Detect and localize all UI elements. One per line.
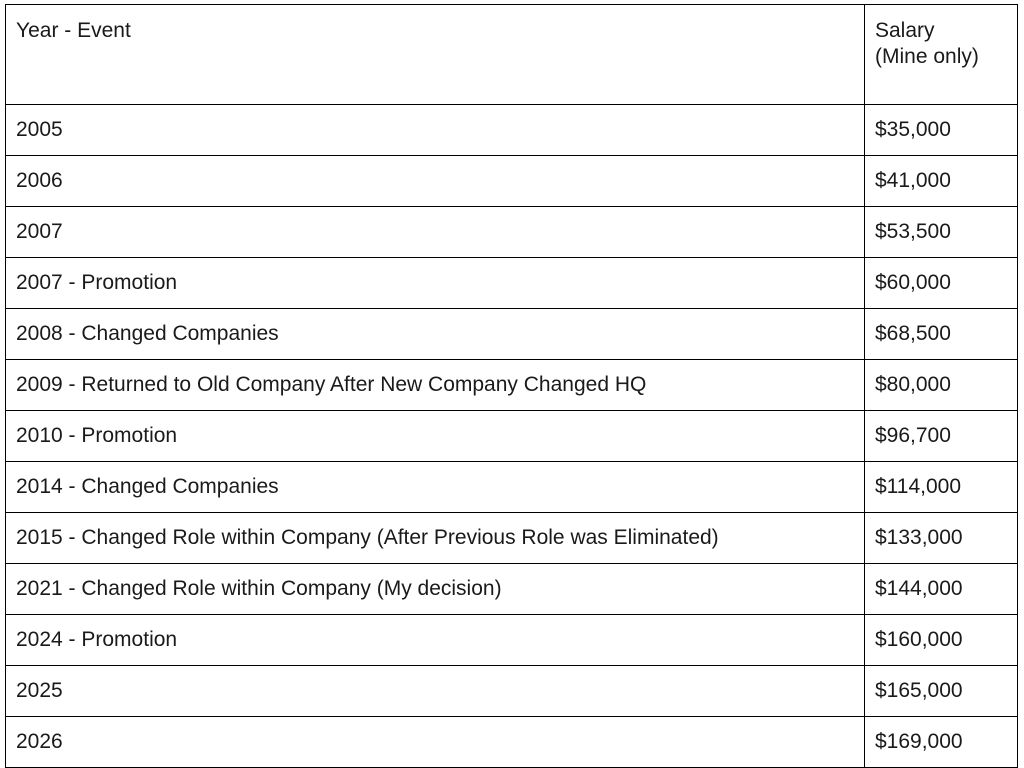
salary-cell: $41,000 bbox=[865, 156, 1018, 207]
salary-cell: $165,000 bbox=[865, 666, 1018, 717]
event-cell: 2010 - Promotion bbox=[6, 411, 865, 462]
table-row bbox=[6, 156, 1018, 207]
salary-header-title: Salary bbox=[875, 19, 935, 42]
salary-cell: $60,000 bbox=[865, 258, 1018, 309]
table-row bbox=[6, 666, 1018, 717]
salary-cell: $144,000 bbox=[865, 564, 1018, 615]
event-cell: 2009 - Returned to Old Company After New Company Changed HQ bbox=[6, 360, 865, 411]
salary-history-table bbox=[5, 4, 1018, 768]
table-header-row bbox=[6, 5, 1018, 105]
event-cell: 2026 bbox=[6, 717, 865, 768]
salary-header bbox=[865, 5, 1018, 105]
table-row bbox=[6, 411, 1018, 462]
event-cell: 2014 - Changed Companies bbox=[6, 462, 865, 513]
salary-cell: $133,000 bbox=[865, 513, 1018, 564]
table-row bbox=[6, 258, 1018, 309]
event-cell: 2007 - Promotion bbox=[6, 258, 865, 309]
event-cell: 2005 bbox=[6, 105, 865, 156]
salary-cell: $160,000 bbox=[865, 615, 1018, 666]
event-cell: 2021 - Changed Role within Company (My decision) bbox=[6, 564, 865, 615]
table-row bbox=[6, 564, 1018, 615]
salary-cell: $68,500 bbox=[865, 309, 1018, 360]
event-cell: 2015 - Changed Role within Company (After Previous Role was Eliminated) bbox=[6, 513, 865, 564]
salary-cell: $35,000 bbox=[865, 105, 1018, 156]
event-cell: 2025 bbox=[6, 666, 865, 717]
table-row bbox=[6, 462, 1018, 513]
salary-cell: $169,000 bbox=[865, 717, 1018, 768]
table-row bbox=[6, 513, 1018, 564]
salary-cell: $114,000 bbox=[865, 462, 1018, 513]
table-row bbox=[6, 717, 1018, 768]
table-row bbox=[6, 309, 1018, 360]
event-cell: 2006 bbox=[6, 156, 865, 207]
table-body bbox=[6, 105, 1018, 768]
table-row bbox=[6, 360, 1018, 411]
salary-header-note: (Mine only) bbox=[875, 45, 979, 68]
table-row bbox=[6, 105, 1018, 156]
event-cell: 2007 bbox=[6, 207, 865, 258]
salary-cell: $96,700 bbox=[865, 411, 1018, 462]
salary-cell: $53,500 bbox=[865, 207, 1018, 258]
event-cell: 2008 - Changed Companies bbox=[6, 309, 865, 360]
salary-cell: $80,000 bbox=[865, 360, 1018, 411]
table-row bbox=[6, 207, 1018, 258]
event-cell: 2024 - Promotion bbox=[6, 615, 865, 666]
year-event-header: Year - Event bbox=[6, 5, 865, 105]
table-row bbox=[6, 615, 1018, 666]
